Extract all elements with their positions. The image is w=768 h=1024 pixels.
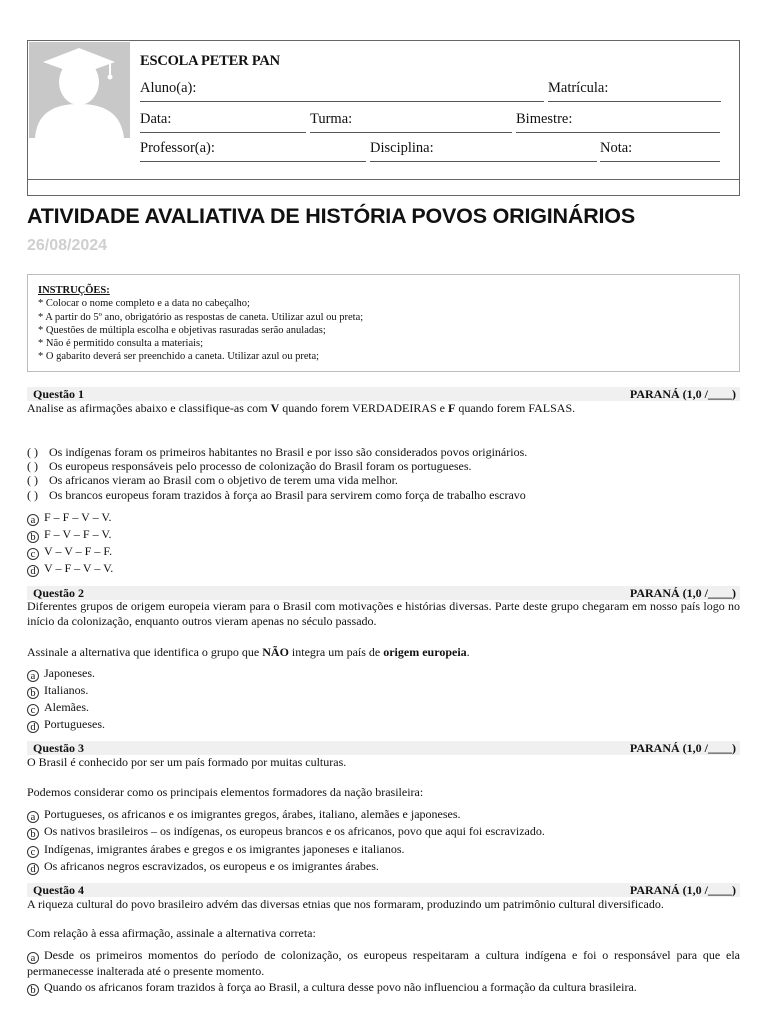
option-item[interactable]	[27, 544, 740, 560]
option-item[interactable]	[27, 859, 740, 875]
prompt-text: Analise as afirmações abaixo e classifique-as com	[27, 401, 271, 415]
instruction-item: * Questões de múltipla escolha e objetivas rasuradas serão anuladas;	[38, 324, 326, 336]
option-letter-icon[interactable]: a	[27, 952, 39, 964]
data-field[interactable]: Data:	[140, 111, 306, 133]
option-text: Indígenas, imigrantes árabes e gregos e os imigrantes japoneses e italianos.	[44, 842, 405, 856]
statement-item[interactable]	[27, 445, 740, 460]
question-1-prompt	[27, 401, 740, 416]
answer-blank[interactable]: ( )	[27, 488, 38, 502]
question-2-header	[27, 586, 740, 600]
prompt-text: integra um país de	[288, 645, 384, 659]
option-letter-icon[interactable]: a	[27, 811, 39, 823]
question-2-intro: Diferentes grupos de origem europeia vieram para o Brasil com motivações e histórias diversas. Parte deste grupo chegaram em nosso país logo no início da colonização, enquanto outros vieram apenas no século passado.	[27, 599, 740, 628]
prompt-bold: origem europeia	[383, 645, 467, 659]
option-item[interactable]	[27, 948, 740, 979]
option-item[interactable]	[27, 807, 740, 823]
question-4-prompt: Com relação à essa afirmação, assinale a alternativa correta:	[27, 926, 316, 940]
prompt-text: .	[466, 645, 470, 659]
question-3-intro: O Brasil é conhecido por ser um país formado por muitas culturas.	[27, 755, 347, 769]
option-letter-icon[interactable]: b	[27, 531, 39, 543]
page-title: ATIVIDADE AVALIATIVA DE HISTÓRIA POVOS ORIGINÁRIOS	[27, 204, 635, 228]
option-letter-icon[interactable]: b	[27, 828, 39, 840]
option-letter-icon[interactable]: b	[27, 687, 39, 699]
option-text: Japoneses.	[44, 666, 95, 680]
option-item[interactable]	[27, 842, 740, 858]
instruction-item: * Não é permitido consulta a materiais;	[38, 338, 204, 350]
question-4-header	[27, 883, 740, 897]
question-points: PARANÁ (1,0 /____)	[629, 387, 736, 401]
header-box	[27, 40, 740, 196]
prompt-text: quando forem FALSAS.	[455, 401, 576, 415]
statement-text: Os indígenas foram os primeiros habitantes no Brasil e por isso são considerados povos originários.	[49, 445, 528, 459]
question-points: PARANÁ (1,0 /____)	[629, 741, 736, 755]
prompt-bold: NÃO	[262, 645, 289, 659]
statement-text: Os brancos europeus foram trazidos à força ao Brasil para servirem como força de trabalho escravo	[49, 488, 526, 502]
option-letter-icon[interactable]: d	[27, 863, 39, 875]
question-number: Questão 1	[33, 387, 84, 401]
professor-field[interactable]: Professor(a):	[140, 140, 366, 162]
option-letter-icon[interactable]: b	[27, 984, 39, 996]
prompt-bold: V	[270, 401, 280, 415]
instructions-box	[27, 274, 740, 372]
option-text: Italianos.	[44, 683, 89, 697]
answer-blank[interactable]: ( )	[27, 459, 38, 473]
option-text: Portugueses.	[44, 717, 105, 731]
question-number: Questão 3	[33, 741, 84, 755]
option-text: F – V – F – V.	[44, 527, 112, 541]
prompt-text: Assinale a alternativa que identifica o grupo que	[27, 645, 263, 659]
option-text: Quando os africanos foram trazidos à força ao Brasil, a cultura desse povo não influenciou a formação da cultura brasileira.	[44, 980, 637, 994]
student-avatar-icon	[29, 42, 130, 138]
turma-field[interactable]: Turma:	[310, 111, 512, 133]
instruction-item: * O gabarito deverá ser preenchido a caneta. Utilizar azul ou preta;	[38, 351, 320, 363]
option-letter-icon[interactable]: a	[27, 670, 39, 682]
option-letter-icon[interactable]: d	[27, 721, 39, 733]
prompt-bold: F	[448, 401, 456, 415]
option-item[interactable]	[27, 510, 740, 526]
statement-item[interactable]	[27, 459, 740, 474]
instruction-item: * Colocar o nome completo e a data no cabeçalho;	[38, 298, 250, 310]
statement-item[interactable]	[27, 473, 740, 488]
option-letter-icon[interactable]: c	[27, 704, 39, 716]
question-3-header	[27, 741, 740, 755]
option-text: F – F – V – V.	[44, 510, 112, 524]
disciplina-field[interactable]: Disciplina:	[370, 140, 597, 162]
nota-field[interactable]: Nota:	[600, 140, 720, 162]
prompt-text: quando forem VERDADEIRAS e	[279, 401, 449, 415]
option-item[interactable]	[27, 824, 740, 840]
matricula-field[interactable]: Matrícula:	[548, 80, 721, 102]
question-number: Questão 2	[33, 586, 84, 600]
option-text: Alemães.	[44, 700, 89, 714]
option-text: Os africanos negros escravizados, os europeus e os imigrantes árabes.	[44, 859, 379, 873]
question-1-header	[27, 387, 740, 401]
option-text: V – V – F – F.	[44, 544, 113, 558]
statement-item[interactable]	[27, 488, 740, 503]
bimestre-field[interactable]: Bimestre:	[516, 111, 720, 133]
option-item[interactable]	[27, 666, 740, 682]
question-3-prompt: Podemos considerar como os principais elementos formadores da nação brasileira:	[27, 785, 424, 799]
question-2-prompt	[27, 645, 740, 660]
question-number: Questão 4	[33, 883, 84, 897]
answer-blank[interactable]: ( )	[27, 473, 38, 487]
statement-text: Os europeus responsáveis pelo processo de colonização do Brasil foram os portugueses.	[49, 459, 472, 473]
option-text: Desde os primeiros momentos do período de colonização, os europeus respeitaram a cultura indígena e foi o responsável para que ela permanecesse inalterada até o presente momento.	[27, 948, 740, 978]
option-letter-icon[interactable]: d	[27, 565, 39, 577]
option-text: V – F – V – V.	[44, 561, 114, 575]
aluno-field[interactable]: Aluno(a):	[140, 80, 544, 102]
option-letter-icon[interactable]: c	[27, 548, 39, 560]
option-item[interactable]	[27, 700, 740, 716]
school-name: ESCOLA PETER PAN	[140, 53, 280, 69]
option-item[interactable]	[27, 980, 740, 996]
question-4-intro: A riqueza cultural do povo brasileiro advém das diversas etnias que nos formaram, produzindo um patrimônio cultural diversificado.	[27, 897, 664, 911]
option-item[interactable]	[27, 683, 740, 699]
option-text: Portugueses, os africanos e os imigrantes gregos, árabes, italiano, alemães e japoneses.	[44, 807, 461, 821]
option-item[interactable]	[27, 717, 740, 733]
statement-text: Os africanos vieram ao Brasil com o objetivo de terem uma vida melhor.	[49, 473, 398, 487]
page-date: 26/08/2024	[27, 237, 108, 254]
option-letter-icon[interactable]: a	[27, 514, 39, 526]
instructions-title: INSTRUÇÕES:	[38, 285, 110, 296]
option-item[interactable]	[27, 527, 740, 543]
answer-blank[interactable]: ( )	[27, 445, 38, 459]
option-item[interactable]	[27, 561, 740, 577]
question-points: PARANÁ (1,0 /____)	[629, 586, 736, 600]
instruction-item: * A partir do 5º ano, obrigatório as respostas de caneta. Utilizar azul ou preta;	[38, 311, 364, 323]
question-points: PARANÁ (1,0 /____)	[629, 883, 736, 897]
option-letter-icon[interactable]: c	[27, 846, 39, 858]
header-divider	[28, 179, 739, 180]
option-text: Os nativos brasileiros – os indígenas, os europeus brancos e os africanos, povo que aqui foi escravizado.	[44, 824, 545, 838]
